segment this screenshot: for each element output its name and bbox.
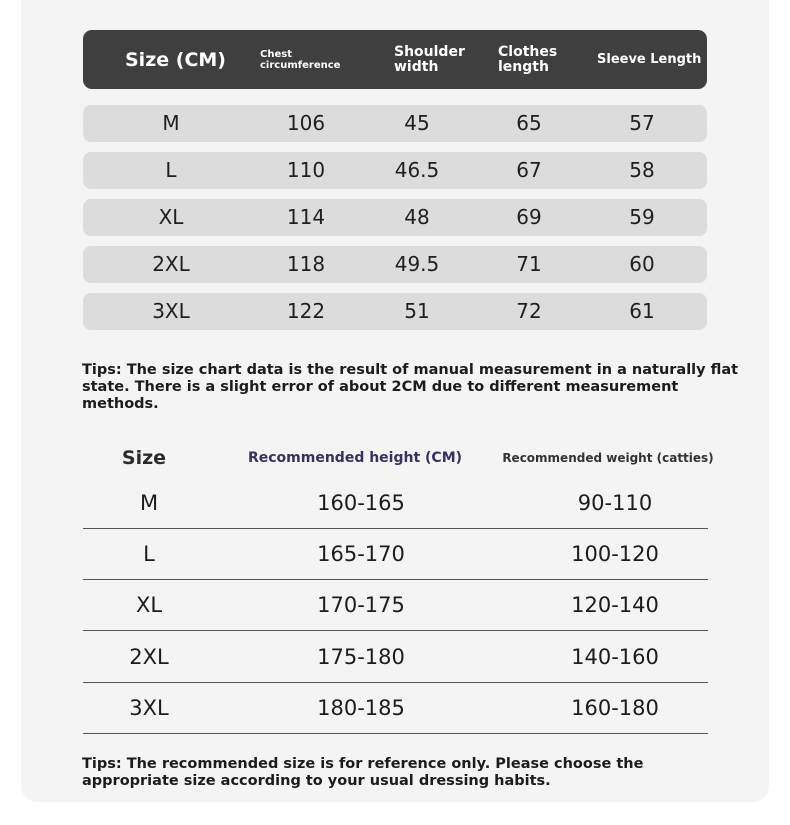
cell-shoulder: 49.5 (394, 252, 440, 276)
rec-cell-size: 2XL (129, 645, 169, 669)
cell-chest: 106 (286, 111, 326, 135)
rec-cell-height: 165-170 (317, 542, 405, 566)
cell-size: L (165, 158, 177, 182)
rec-cell-weight: 100-120 (571, 542, 659, 566)
size-chart-row (83, 293, 707, 330)
rec-cell-height: 175-180 (317, 645, 405, 669)
header-sleeve-length: Sleeve Length (597, 52, 702, 67)
rec-cell-height: 170-175 (317, 593, 405, 617)
cell-sleeve-length: 60 (629, 252, 655, 276)
cell-shoulder: 51 (404, 299, 430, 323)
size-chart-tip: Tips: The size chart data is the result of manual measurement in a naturally flat state. There is a slight error of about 2CM due to different measurement methods. (82, 362, 739, 412)
cell-chest: 110 (286, 158, 326, 182)
rec-row (83, 683, 708, 734)
cell-clothes-length: 67 (516, 158, 542, 182)
header-clothes-length: Clothes length (498, 43, 558, 75)
rec-row (83, 529, 708, 580)
header-shoulder: Shoulder width (394, 43, 465, 75)
cell-clothes-length: 65 (516, 111, 542, 135)
rec-cell-weight: 160-180 (571, 696, 659, 720)
cell-clothes-length: 72 (516, 299, 542, 323)
size-chart-header (83, 30, 707, 89)
rec-cell-height: 160-165 (317, 491, 405, 515)
cell-shoulder: 45 (404, 111, 430, 135)
rec-cell-size: L (143, 542, 155, 566)
rec-header-height: Recommended height (CM) (247, 450, 463, 466)
cell-size: XL (158, 205, 184, 229)
cell-size: M (162, 111, 180, 135)
cell-clothes-length: 71 (516, 252, 542, 276)
cell-size: 3XL (152, 299, 190, 323)
header-size: Size (CM) (125, 48, 226, 71)
cell-shoulder: 48 (404, 205, 430, 229)
cell-shoulder: 46.5 (394, 158, 440, 182)
size-chart-row (83, 152, 707, 189)
recommendation-tip: Tips: The recommended size is for reference only. Please choose the appropriate size according to your usual dressing habits. (82, 756, 644, 789)
cell-size: 2XL (152, 252, 190, 276)
cell-sleeve-length: 58 (629, 158, 655, 182)
rec-cell-size: XL (135, 593, 163, 617)
header-chest: Chest circumference (260, 48, 341, 71)
size-chart-row (83, 105, 707, 142)
rec-cell-size: 3XL (129, 696, 169, 720)
rec-header-weight: Recommended weight (catties) (502, 451, 714, 465)
rec-header-size: Size (121, 447, 167, 469)
cell-sleeve-length: 59 (629, 205, 655, 229)
rec-cell-weight: 90-110 (577, 491, 653, 515)
cell-chest: 114 (286, 205, 326, 229)
size-chart-row (83, 199, 707, 236)
cell-sleeve-length: 57 (629, 111, 655, 135)
rec-cell-size: M (139, 491, 159, 515)
cell-sleeve-length: 61 (629, 299, 655, 323)
rec-row (83, 580, 708, 631)
rec-row (83, 632, 708, 683)
size-chart-row (83, 246, 707, 283)
cell-chest: 118 (286, 252, 326, 276)
cell-chest: 122 (286, 299, 326, 323)
rec-cell-weight: 140-160 (571, 645, 659, 669)
rec-cell-height: 180-185 (317, 696, 405, 720)
rec-row (83, 478, 708, 529)
cell-clothes-length: 69 (516, 205, 542, 229)
rec-cell-weight: 120-140 (571, 593, 659, 617)
